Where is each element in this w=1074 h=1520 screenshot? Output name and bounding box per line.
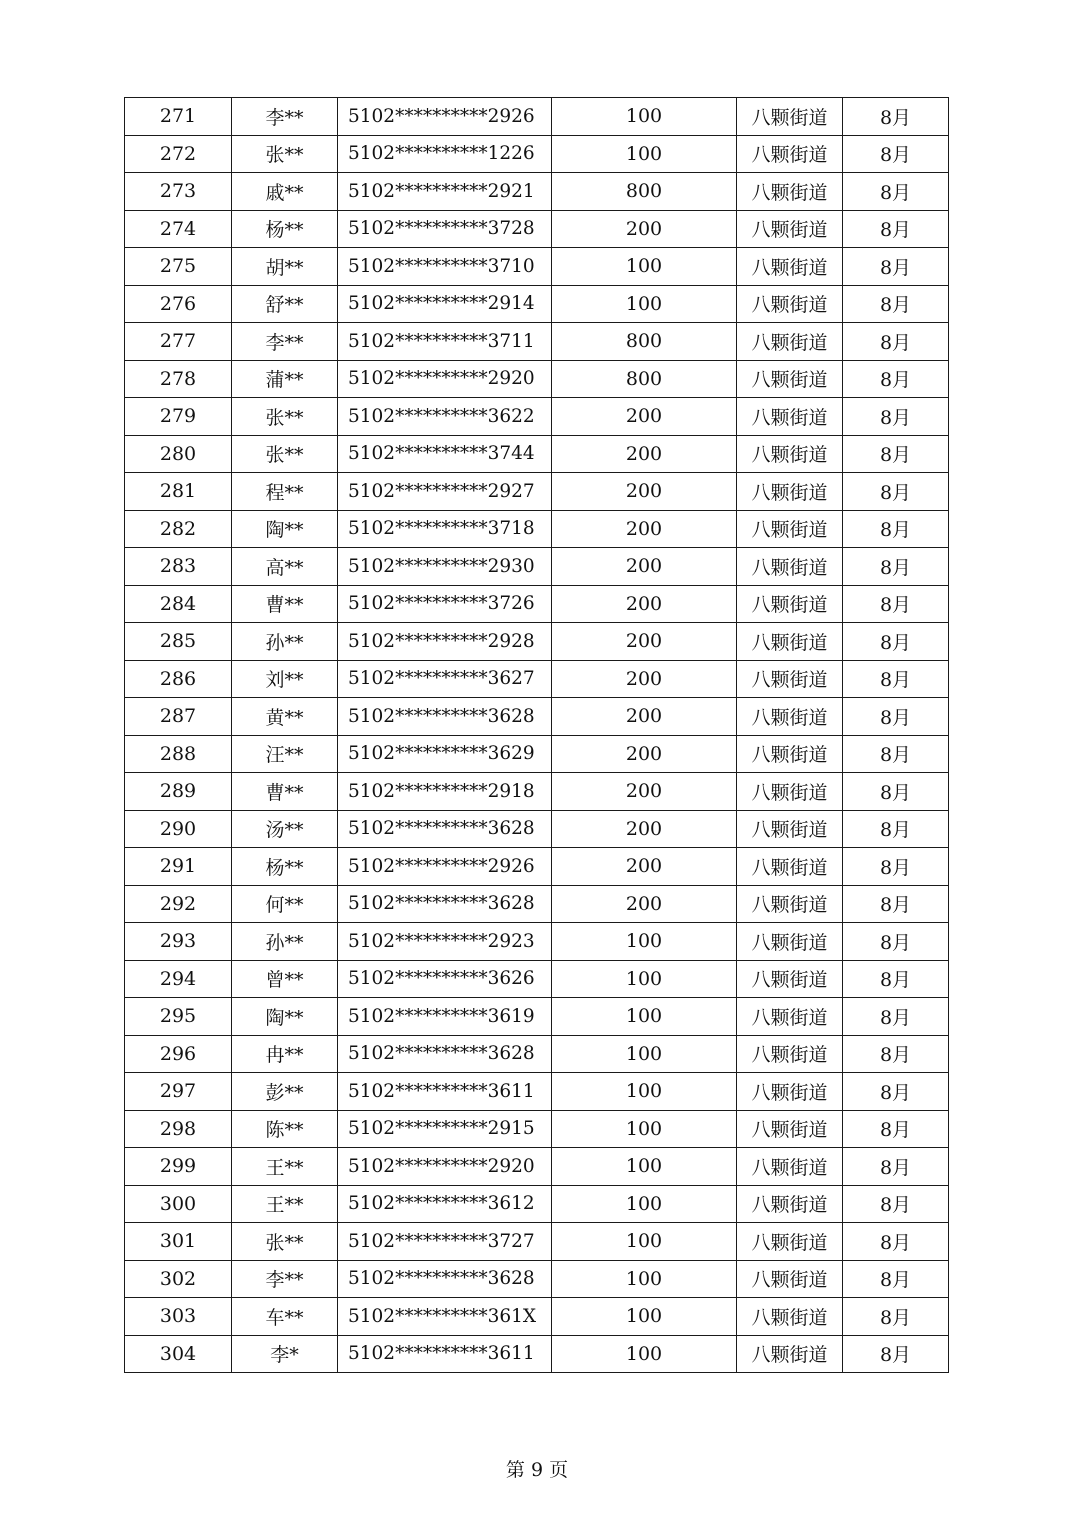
cell-name: 陶**: [232, 510, 338, 548]
cell-id: 5102**********3628: [338, 885, 552, 923]
cell-street: 八颗街道: [737, 1110, 843, 1148]
cell-seq: 271: [125, 98, 232, 136]
cell-street: 八颗街道: [737, 1298, 843, 1336]
table-row: [125, 1223, 949, 1261]
table-row: [125, 1335, 949, 1373]
cell-amount: 200: [552, 810, 737, 848]
cell-name: 王**: [232, 1148, 338, 1186]
cell-name: 彭**: [232, 1073, 338, 1111]
table-row: [125, 135, 949, 173]
cell-name: 舒**: [232, 285, 338, 323]
cell-amount: 100: [552, 135, 737, 173]
cell-amount: 100: [552, 285, 737, 323]
cell-month: 8月: [843, 1110, 949, 1148]
table-row: [125, 98, 949, 136]
cell-street: 八颗街道: [737, 135, 843, 173]
table-row: [125, 1185, 949, 1223]
table-row: [125, 1110, 949, 1148]
cell-month: 8月: [843, 735, 949, 773]
cell-month: 8月: [843, 435, 949, 473]
table-row: [125, 248, 949, 286]
cell-street: 八颗街道: [737, 248, 843, 286]
table-row: [125, 1260, 949, 1298]
cell-id: 5102**********2920: [338, 1148, 552, 1186]
cell-seq: 277: [125, 323, 232, 361]
cell-seq: 295: [125, 998, 232, 1036]
cell-id: 5102**********3611: [338, 1073, 552, 1111]
cell-seq: 292: [125, 885, 232, 923]
cell-seq: 304: [125, 1335, 232, 1373]
cell-id: 5102**********3629: [338, 735, 552, 773]
cell-name: 杨**: [232, 848, 338, 886]
cell-street: 八颗街道: [737, 285, 843, 323]
cell-month: 8月: [843, 1035, 949, 1073]
table-row: [125, 210, 949, 248]
cell-month: 8月: [843, 923, 949, 961]
table-row: [125, 323, 949, 361]
cell-id: 5102**********3627: [338, 660, 552, 698]
page-number: 第 9 页: [505, 1459, 569, 1481]
cell-seq: 290: [125, 810, 232, 848]
table-row: [125, 885, 949, 923]
cell-id: 5102**********3628: [338, 810, 552, 848]
cell-seq: 298: [125, 1110, 232, 1148]
cell-name: 汪**: [232, 735, 338, 773]
cell-month: 8月: [843, 1073, 949, 1111]
cell-month: 8月: [843, 510, 949, 548]
cell-seq: 294: [125, 960, 232, 998]
cell-street: 八颗街道: [737, 173, 843, 211]
cell-month: 8月: [843, 285, 949, 323]
cell-id: 5102**********2930: [338, 548, 552, 586]
cell-amount: 100: [552, 998, 737, 1036]
cell-id: 5102**********2921: [338, 173, 552, 211]
subsidy-table: [124, 97, 949, 1373]
cell-street: 八颗街道: [737, 360, 843, 398]
cell-name: 陶**: [232, 998, 338, 1036]
cell-seq: 272: [125, 135, 232, 173]
cell-street: 八颗街道: [737, 698, 843, 736]
cell-street: 八颗街道: [737, 960, 843, 998]
cell-amount: 200: [552, 885, 737, 923]
cell-month: 8月: [843, 360, 949, 398]
table-row: [125, 285, 949, 323]
cell-name: 张**: [232, 135, 338, 173]
cell-id: 5102**********3628: [338, 1260, 552, 1298]
table-row: [125, 1148, 949, 1186]
cell-amount: 200: [552, 848, 737, 886]
cell-street: 八颗街道: [737, 848, 843, 886]
cell-amount: 100: [552, 1035, 737, 1073]
cell-id: 5102**********3611: [338, 1335, 552, 1373]
cell-name: 李**: [232, 1260, 338, 1298]
cell-seq: 276: [125, 285, 232, 323]
cell-amount: 100: [552, 1260, 737, 1298]
cell-name: 李*: [232, 1335, 338, 1373]
table-body: [125, 98, 949, 1373]
cell-month: 8月: [843, 1223, 949, 1261]
cell-street: 八颗街道: [737, 1335, 843, 1373]
cell-month: 8月: [843, 885, 949, 923]
cell-month: 8月: [843, 1185, 949, 1223]
cell-street: 八颗街道: [737, 398, 843, 436]
cell-seq: 293: [125, 923, 232, 961]
cell-month: 8月: [843, 473, 949, 511]
table-row: [125, 735, 949, 773]
cell-seq: 273: [125, 173, 232, 211]
cell-id: 5102**********2923: [338, 923, 552, 961]
table-row: [125, 1035, 949, 1073]
cell-amount: 100: [552, 1298, 737, 1336]
cell-month: 8月: [843, 248, 949, 286]
cell-month: 8月: [843, 135, 949, 173]
cell-seq: 296: [125, 1035, 232, 1073]
table-row: [125, 810, 949, 848]
cell-seq: 274: [125, 210, 232, 248]
cell-seq: 289: [125, 773, 232, 811]
cell-amount: 100: [552, 1223, 737, 1261]
cell-seq: 275: [125, 248, 232, 286]
cell-month: 8月: [843, 548, 949, 586]
cell-id: 5102**********361X: [338, 1298, 552, 1336]
cell-id: 5102**********3619: [338, 998, 552, 1036]
cell-amount: 800: [552, 323, 737, 361]
cell-amount: 200: [552, 398, 737, 436]
cell-amount: 200: [552, 548, 737, 586]
table-row: [125, 510, 949, 548]
table-row: [125, 1298, 949, 1336]
cell-month: 8月: [843, 810, 949, 848]
cell-month: 8月: [843, 698, 949, 736]
cell-month: 8月: [843, 323, 949, 361]
cell-month: 8月: [843, 1148, 949, 1186]
cell-amount: 200: [552, 698, 737, 736]
cell-seq: 281: [125, 473, 232, 511]
cell-seq: 288: [125, 735, 232, 773]
cell-id: 5102**********2920: [338, 360, 552, 398]
table-row: [125, 398, 949, 436]
table-row: [125, 473, 949, 511]
table-row: [125, 998, 949, 1036]
cell-street: 八颗街道: [737, 735, 843, 773]
table-row: [125, 623, 949, 661]
cell-seq: 299: [125, 1148, 232, 1186]
table-row: [125, 773, 949, 811]
cell-id: 5102**********3628: [338, 698, 552, 736]
cell-seq: 279: [125, 398, 232, 436]
cell-street: 八颗街道: [737, 885, 843, 923]
cell-id: 5102**********2918: [338, 773, 552, 811]
cell-id: 5102**********3622: [338, 398, 552, 436]
cell-street: 八颗街道: [737, 1035, 843, 1073]
cell-street: 八颗街道: [737, 510, 843, 548]
cell-street: 八颗街道: [737, 623, 843, 661]
cell-id: 5102**********3612: [338, 1185, 552, 1223]
cell-seq: 291: [125, 848, 232, 886]
cell-street: 八颗街道: [737, 210, 843, 248]
cell-name: 蒲**: [232, 360, 338, 398]
cell-month: 8月: [843, 998, 949, 1036]
cell-month: 8月: [843, 848, 949, 886]
cell-street: 八颗街道: [737, 1260, 843, 1298]
table-row: [125, 698, 949, 736]
cell-name: 戚**: [232, 173, 338, 211]
cell-name: 曹**: [232, 585, 338, 623]
cell-name: 张**: [232, 435, 338, 473]
cell-seq: 286: [125, 660, 232, 698]
table-row: [125, 848, 949, 886]
table-row: [125, 585, 949, 623]
cell-street: 八颗街道: [737, 810, 843, 848]
cell-month: 8月: [843, 623, 949, 661]
cell-name: 曾**: [232, 960, 338, 998]
cell-name: 刘**: [232, 660, 338, 698]
cell-month: 8月: [843, 1298, 949, 1336]
cell-street: 八颗街道: [737, 923, 843, 961]
cell-amount: 200: [552, 210, 737, 248]
cell-id: 5102**********2926: [338, 98, 552, 136]
cell-month: 8月: [843, 1260, 949, 1298]
cell-seq: 284: [125, 585, 232, 623]
cell-amount: 200: [552, 773, 737, 811]
cell-amount: 200: [552, 623, 737, 661]
cell-seq: 297: [125, 1073, 232, 1111]
cell-id: 5102**********3710: [338, 248, 552, 286]
cell-name: 黄**: [232, 698, 338, 736]
cell-name: 王**: [232, 1185, 338, 1223]
cell-amount: 100: [552, 923, 737, 961]
cell-id: 5102**********3718: [338, 510, 552, 548]
cell-amount: 100: [552, 1073, 737, 1111]
cell-amount: 200: [552, 660, 737, 698]
cell-month: 8月: [843, 1335, 949, 1373]
cell-street: 八颗街道: [737, 1073, 843, 1111]
cell-amount: 200: [552, 473, 737, 511]
cell-name: 冉**: [232, 1035, 338, 1073]
cell-month: 8月: [843, 398, 949, 436]
cell-name: 车**: [232, 1298, 338, 1336]
cell-seq: 287: [125, 698, 232, 736]
cell-street: 八颗街道: [737, 473, 843, 511]
cell-month: 8月: [843, 585, 949, 623]
table-row: [125, 173, 949, 211]
cell-amount: 800: [552, 173, 737, 211]
cell-name: 孙**: [232, 923, 338, 961]
cell-name: 张**: [232, 1223, 338, 1261]
cell-street: 八颗街道: [737, 773, 843, 811]
cell-street: 八颗街道: [737, 435, 843, 473]
cell-name: 曹**: [232, 773, 338, 811]
cell-seq: 303: [125, 1298, 232, 1336]
cell-id: 5102**********2915: [338, 1110, 552, 1148]
cell-name: 高**: [232, 548, 338, 586]
cell-seq: 301: [125, 1223, 232, 1261]
cell-seq: 278: [125, 360, 232, 398]
cell-seq: 300: [125, 1185, 232, 1223]
cell-amount: 200: [552, 735, 737, 773]
cell-amount: 100: [552, 1148, 737, 1186]
cell-name: 陈**: [232, 1110, 338, 1148]
cell-month: 8月: [843, 960, 949, 998]
cell-street: 八颗街道: [737, 1223, 843, 1261]
cell-street: 八颗街道: [737, 548, 843, 586]
table-row: [125, 960, 949, 998]
cell-amount: 100: [552, 1185, 737, 1223]
cell-name: 杨**: [232, 210, 338, 248]
cell-name: 张**: [232, 398, 338, 436]
cell-street: 八颗街道: [737, 585, 843, 623]
cell-name: 李**: [232, 98, 338, 136]
table-row: [125, 923, 949, 961]
cell-name: 汤**: [232, 810, 338, 848]
cell-id: 5102**********1226: [338, 135, 552, 173]
cell-id: 5102**********2927: [338, 473, 552, 511]
cell-id: 5102**********3711: [338, 323, 552, 361]
cell-name: 何**: [232, 885, 338, 923]
cell-seq: 280: [125, 435, 232, 473]
table-row: [125, 360, 949, 398]
table-row: [125, 548, 949, 586]
cell-id: 5102**********3628: [338, 1035, 552, 1073]
cell-id: 5102**********3727: [338, 1223, 552, 1261]
cell-seq: 302: [125, 1260, 232, 1298]
cell-amount: 800: [552, 360, 737, 398]
cell-amount: 200: [552, 435, 737, 473]
cell-amount: 100: [552, 1335, 737, 1373]
cell-street: 八颗街道: [737, 660, 843, 698]
cell-name: 李**: [232, 323, 338, 361]
cell-street: 八颗街道: [737, 323, 843, 361]
cell-id: 5102**********3728: [338, 210, 552, 248]
cell-name: 胡**: [232, 248, 338, 286]
cell-month: 8月: [843, 173, 949, 211]
cell-month: 8月: [843, 210, 949, 248]
cell-name: 程**: [232, 473, 338, 511]
cell-seq: 283: [125, 548, 232, 586]
cell-street: 八颗街道: [737, 1185, 843, 1223]
cell-month: 8月: [843, 660, 949, 698]
cell-month: 8月: [843, 773, 949, 811]
table-row: [125, 1073, 949, 1111]
table-row: [125, 660, 949, 698]
cell-street: 八颗街道: [737, 1148, 843, 1186]
cell-amount: 200: [552, 510, 737, 548]
cell-street: 八颗街道: [737, 98, 843, 136]
cell-id: 5102**********2914: [338, 285, 552, 323]
cell-id: 5102**********3744: [338, 435, 552, 473]
cell-id: 5102**********2928: [338, 623, 552, 661]
cell-id: 5102**********3626: [338, 960, 552, 998]
cell-seq: 282: [125, 510, 232, 548]
subsidy-table-container: [124, 97, 948, 1373]
cell-id: 5102**********3726: [338, 585, 552, 623]
table-row: [125, 435, 949, 473]
cell-seq: 285: [125, 623, 232, 661]
cell-amount: 100: [552, 960, 737, 998]
cell-amount: 100: [552, 1110, 737, 1148]
cell-month: 8月: [843, 98, 949, 136]
cell-id: 5102**********2926: [338, 848, 552, 886]
cell-name: 孙**: [232, 623, 338, 661]
cell-amount: 100: [552, 248, 737, 286]
cell-amount: 200: [552, 585, 737, 623]
cell-amount: 100: [552, 98, 737, 136]
cell-street: 八颗街道: [737, 998, 843, 1036]
